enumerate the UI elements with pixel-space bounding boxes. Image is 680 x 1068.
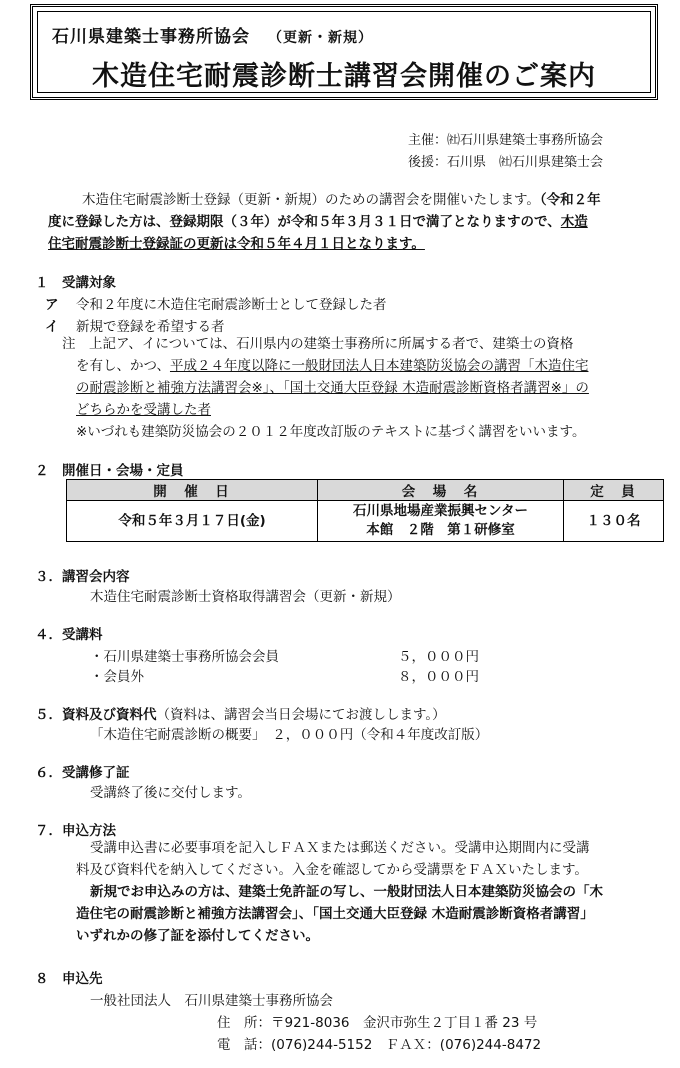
section-7-p2-l1: 新規でお申込みの方は、建築士免許証の写し、一般財団法人日本建築防災協会の「木 [90,884,603,900]
section-2-heading: ２ 開催日・会場・定員 [35,463,184,479]
cell-capacity: １３０名 [564,501,664,542]
intro-line-2 [48,211,588,233]
fee-price-nonmember: ８，０００円 [398,669,479,685]
section-4-heading: ４．受講料 [35,627,103,643]
venue-table [66,479,664,542]
section-8-heading: ８ 申込先 [35,971,103,987]
item-a-mark: ア [45,297,59,313]
contact-org: 一般社団法人 石川県建築士事務所協会 [90,993,333,1009]
item-i-text: 新規で登録を希望する者 [76,319,225,335]
section-1-heading: １ 受講対象 [35,275,116,291]
venue-line-1: 石川県地場産業振興センター [353,503,528,519]
sponsor-line: 主催：㈳石川県建築士事務所協会 [408,133,604,148]
table-row [67,501,664,542]
cell-venue [318,501,564,542]
section-3-text: 木造住宅耐震診断士資格取得講習会（更新・新規） [90,589,401,605]
page-title: 木造住宅耐震診断士講習会開催のご案内 [92,61,596,92]
item-i-mark: イ [45,319,59,335]
section-7-p2-l3: いずれかの修了証を添付してください。 [76,928,319,944]
intro-line-3: 住宅耐震診断士登録証の更新は令和５年４月１日となります。 [48,236,425,252]
section-7-p1-l1: 受講申込書に必要事項を記入しＦＡＸまたは郵送ください。受講申込期間内に受講 [90,840,590,856]
fee-price-member: ５，０００円 [398,649,479,665]
note-line-1: 注 上記ア、イについては、石川県内の建築士事務所に所属する者で、建築士の資格 [62,336,574,352]
note-line-2b: 平成２４年度以降に一般財団法人日本建築防災協会の講習「木造住宅 [169,358,589,374]
note-line-2a: を有し、かつ、 [76,358,170,374]
section-7-p1-l2: 料及び資料代を納入してください。入金を確認してから受講票をＦＡＸいたします。 [76,862,588,878]
note-line-3: の耐震診断と補強方法講習会※」、「国土交通大臣登録 木造耐震診断資格者講習※」の [76,380,589,396]
section-5-heading-note: （資料は、講習会当日会場にてお渡しします。） [156,707,446,723]
intro-text-normal: 木造住宅耐震診断士登録（更新・新規）のための講習会を開催いたします。 [82,192,540,208]
section-5-text: 「木造住宅耐震診断の概要」 ２，０００円（令和４年度改訂版） [90,727,489,743]
fee-item-member: ・石川県建築士事務所協会会員 [90,649,279,665]
section-5-heading-line [35,703,446,723]
col-venue-header: 会 場 名 [318,480,564,501]
supporter-line: 後援：石川県 ㈳石川県建築士会 [408,155,604,170]
intro-line-1 [82,189,601,211]
table-header-row [67,480,664,501]
contact-phone: 電 話：(076)244-5152 ＦＡＸ：(076)244-8472 [217,1037,542,1053]
col-date-header: 開 催 日 [67,480,318,501]
section-7-heading: ７．申込方法 [35,823,116,839]
cell-date: 令和５年３月１７日(金) [67,501,318,542]
note-line-4: どちらかを受講した者 [76,402,211,418]
header-org [52,22,373,47]
header-inner-frame [37,11,651,93]
intro-text-bold: （令和２年 [539,192,601,208]
contact-address: 住 所：〒921-8036 金沢市弥生２丁目１番 23 号 [217,1015,538,1031]
note-line-5: ※いづれも建築防災協会の２０１２年度改訂版のテキストに基づく講習をいいます。 [76,424,586,440]
section-3-heading: ３．講習会内容 [35,569,130,585]
intro-line-2-text: 度に登録した方は、登録期限（３年）が令和５年３月３１日で満了となりますので、 [48,214,561,230]
org-suffix: （更新・新規） [268,30,373,46]
note-line-2 [76,355,588,377]
fee-item-nonmember: ・会員外 [90,669,144,685]
section-5-heading: ５．資料及び資料代 [35,707,157,723]
org-name: 石川県建築士事務所協会 [52,27,250,47]
section-7-p2-l2: 造住宅の耐震診断と補強方法講習会」、「国土交通大臣登録 木造耐震診断資格者講習」 [76,906,594,922]
col-capacity-header: 定 員 [564,480,664,501]
venue-line-2: 本館 ２階 第１研修室 [366,522,515,538]
section-6-text: 受講終了後に交付します。 [90,785,251,801]
intro-line-2-underlined: 木造 [560,214,588,230]
header-frame [30,4,658,100]
section-6-heading: ６．受講修了証 [35,765,130,781]
item-a-text: 令和２年度に木造住宅耐震診断士として登録した者 [76,297,387,313]
